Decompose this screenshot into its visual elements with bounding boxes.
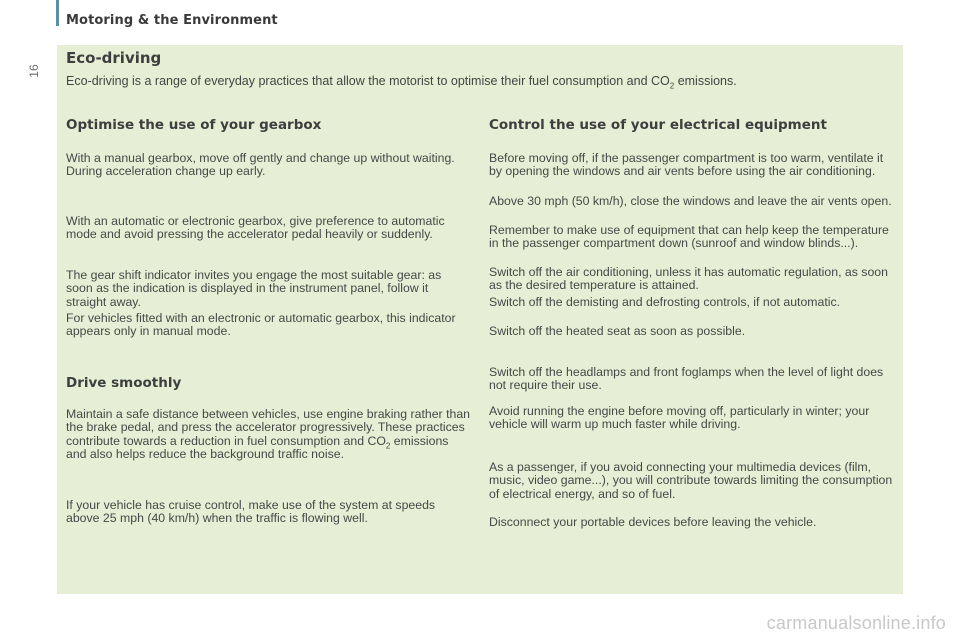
electrical-paragraph-7: Switch off the headlamps and front foglamps when the level of light does not require their use. [489,365,884,393]
intro-text-end: emissions. [674,74,737,88]
drive-smoothly-heading: Drive smoothly [66,375,182,391]
intro-subscript: 2 [669,81,675,91]
electrical-equipment-heading: Control the use of your electrical equipment [489,117,827,133]
chapter-accent-bar [56,0,59,26]
gearbox-paragraph-1: With a manual gearbox, move off gently and change up without waiting. During acceleration change up early. [66,151,455,179]
drive-subscript: 2 [385,441,391,451]
gearbox-paragraph-2: With an automatic or electronic gearbox, give preference to automatic mode and avoid pressing the accelerator pedal heavily or suddenly. [66,214,445,242]
electrical-paragraph-8: Avoid running the engine before moving off, particularly in winter; your vehicle will warm up much faster while driving. [489,404,870,432]
section-title: Eco-driving [66,49,162,67]
drive-paragraph-1-text: Maintain a safe distance between vehicles, use engine braking rather than the brake pedal, and press the accelerator progressively. These practices contribute towards a reduction in fuel consumption and CO [66,407,471,448]
gearbox-paragraph-3: The gear shift indicator invites you engage the most suitable gear: as soon as the indication is displayed in the instrument panel, follow it straight away. [66,268,442,309]
gearbox-paragraph-4: For vehicles fitted with an electronic or automatic gearbox, this indicator appears only in manual mode. [66,311,456,339]
page-number: 16 [27,64,41,78]
electrical-paragraph-4: Switch off the air conditioning, unless it has automatic regulation, as soon as the desired temperature is attained. [489,265,888,293]
electrical-paragraph-2: Above 30 mph (50 km/h), close the windows and leave the air vents open. [489,194,892,208]
electrical-paragraph-1: Before moving off, if the passenger compartment is too warm, ventilate it by opening the windows and air vents before using the air conditioning. [489,151,884,179]
drive-paragraph-2: If your vehicle has cruise control, make use of the system at speeds above 25 mph (40 km/h) when the traffic is flowing well. [66,498,436,526]
electrical-paragraph-3: Remember to make use of equipment that can help keep the temperature in the passenger compartment down (sunroof and window blinds...). [489,223,889,251]
electrical-paragraph-5: Switch off the demisting and defrosting controls, if not automatic. [489,295,841,309]
drive-paragraph-1 [66,408,471,461]
drive-paragraph-1-text-end: emissions and also helps reduce the background traffic noise. [66,433,449,461]
electrical-paragraph-6: Switch off the heated seat as soon as possible. [489,324,746,338]
section-intro [66,74,896,91]
watermark-link[interactable]: carmanualsonline.info [766,613,946,633]
electrical-paragraph-9: As a passenger, if you avoid connecting your multimedia devices (film, music, video game...), you will contribute towards limiting the consumption of electrical energy, and so of fuel. [489,460,893,501]
gearbox-heading: Optimise the use of your gearbox [66,117,322,133]
electrical-paragraph-10: Disconnect your portable devices before leaving the vehicle. [489,515,817,529]
intro-text: Eco-driving is a range of everyday practices that allow the motorist to optimise their fuel consumption and CO [66,74,670,88]
chapter-title: Motoring & the Environment [66,13,278,28]
